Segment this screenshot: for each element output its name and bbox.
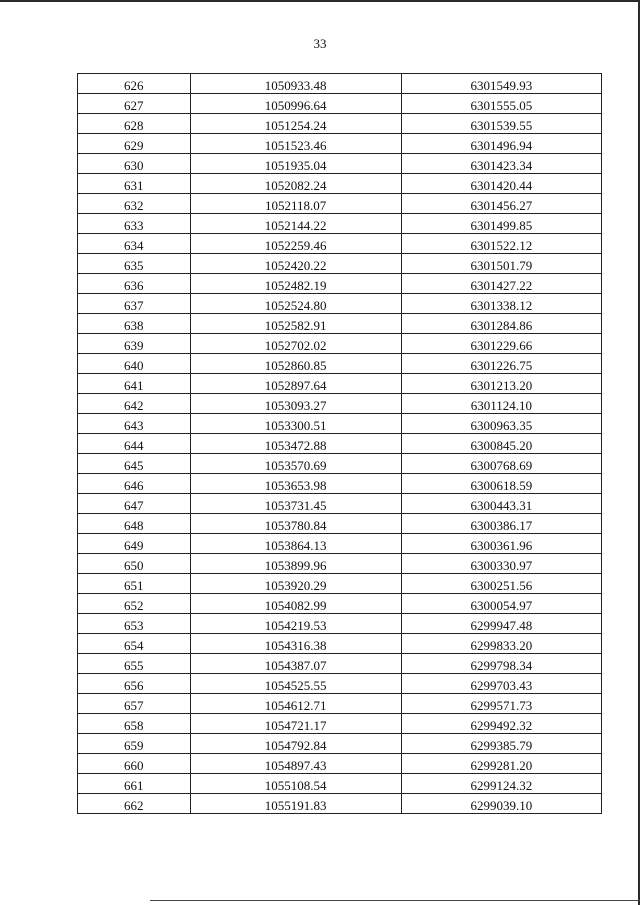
table-row xyxy=(78,334,602,354)
table-row xyxy=(78,374,602,394)
y-coordinate-cell: 6300361.96 xyxy=(401,534,601,554)
x-coordinate-cell: 1050933.48 xyxy=(190,74,401,94)
table-row xyxy=(78,394,602,414)
table-row xyxy=(78,134,602,154)
point-number-cell: 653 xyxy=(78,614,191,634)
table-row xyxy=(78,634,602,654)
y-coordinate-cell: 6301522.12 xyxy=(401,234,601,254)
point-number-cell: 651 xyxy=(78,574,191,594)
point-number-cell: 641 xyxy=(78,374,191,394)
table-row xyxy=(78,94,602,114)
y-coordinate-cell: 6299281.20 xyxy=(401,754,601,774)
point-number-cell: 632 xyxy=(78,194,191,214)
table-row xyxy=(78,74,602,94)
y-coordinate-cell: 6301213.20 xyxy=(401,374,601,394)
y-coordinate-cell: 6300443.31 xyxy=(401,494,601,514)
table-row xyxy=(78,114,602,134)
y-coordinate-cell: 6299798.34 xyxy=(401,654,601,674)
y-coordinate-cell: 6300845.20 xyxy=(401,434,601,454)
table-row xyxy=(78,774,602,794)
y-coordinate-cell: 6301456.27 xyxy=(401,194,601,214)
x-coordinate-cell: 1050996.64 xyxy=(190,94,401,114)
x-coordinate-cell: 1053472.88 xyxy=(190,434,401,454)
y-coordinate-cell: 6301124.10 xyxy=(401,394,601,414)
table-row xyxy=(78,474,602,494)
y-coordinate-cell: 6300963.35 xyxy=(401,414,601,434)
point-number-cell: 644 xyxy=(78,434,191,454)
y-coordinate-cell: 6301420.44 xyxy=(401,174,601,194)
y-coordinate-cell: 6300768.69 xyxy=(401,454,601,474)
x-coordinate-cell: 1051935.04 xyxy=(190,154,401,174)
table-row xyxy=(78,274,602,294)
point-number-cell: 634 xyxy=(78,234,191,254)
x-coordinate-cell: 1051254.24 xyxy=(190,114,401,134)
y-coordinate-cell: 6300054.97 xyxy=(401,594,601,614)
coordinates-table xyxy=(77,73,602,814)
x-coordinate-cell: 1054525.55 xyxy=(190,674,401,694)
x-coordinate-cell: 1052524.80 xyxy=(190,294,401,314)
x-coordinate-cell: 1053300.51 xyxy=(190,414,401,434)
point-number-cell: 627 xyxy=(78,94,191,114)
x-coordinate-cell: 1054721.17 xyxy=(190,714,401,734)
y-coordinate-cell: 6299947.48 xyxy=(401,614,601,634)
x-coordinate-cell: 1055108.54 xyxy=(190,774,401,794)
x-coordinate-cell: 1052702.02 xyxy=(190,334,401,354)
x-coordinate-cell: 1054316.38 xyxy=(190,634,401,654)
x-coordinate-cell: 1054612.71 xyxy=(190,694,401,714)
table-row xyxy=(78,194,602,214)
point-number-cell: 638 xyxy=(78,314,191,334)
table-row xyxy=(78,154,602,174)
y-coordinate-cell: 6299492.32 xyxy=(401,714,601,734)
point-number-cell: 633 xyxy=(78,214,191,234)
point-number-cell: 631 xyxy=(78,174,191,194)
point-number-cell: 654 xyxy=(78,634,191,654)
x-coordinate-cell: 1053570.69 xyxy=(190,454,401,474)
x-coordinate-cell: 1053920.29 xyxy=(190,574,401,594)
x-coordinate-cell: 1054082.99 xyxy=(190,594,401,614)
y-coordinate-cell: 6301338.12 xyxy=(401,294,601,314)
x-coordinate-cell: 1053093.27 xyxy=(190,394,401,414)
y-coordinate-cell: 6300618.59 xyxy=(401,474,601,494)
y-coordinate-cell: 6301423.34 xyxy=(401,154,601,174)
y-coordinate-cell: 6301229.66 xyxy=(401,334,601,354)
y-coordinate-cell: 6300330.97 xyxy=(401,554,601,574)
point-number-cell: 640 xyxy=(78,354,191,374)
point-number-cell: 643 xyxy=(78,414,191,434)
page-number: 33 xyxy=(313,36,327,51)
point-number-cell: 648 xyxy=(78,514,191,534)
point-number-cell: 646 xyxy=(78,474,191,494)
y-coordinate-cell: 6299039.10 xyxy=(401,794,601,814)
y-coordinate-cell: 6301427.22 xyxy=(401,274,601,294)
y-coordinate-cell: 6301496.94 xyxy=(401,134,601,154)
point-number-cell: 635 xyxy=(78,254,191,274)
y-coordinate-cell: 6299703.43 xyxy=(401,674,601,694)
page-edge-bottom xyxy=(150,900,640,901)
table-row xyxy=(78,534,602,554)
x-coordinate-cell: 1052860.85 xyxy=(190,354,401,374)
point-number-cell: 657 xyxy=(78,694,191,714)
y-coordinate-cell: 6300251.56 xyxy=(401,574,601,594)
table-row xyxy=(78,254,602,274)
point-number-cell: 636 xyxy=(78,274,191,294)
x-coordinate-cell: 1053780.84 xyxy=(190,514,401,534)
y-coordinate-cell: 6301226.75 xyxy=(401,354,601,374)
point-number-cell: 658 xyxy=(78,714,191,734)
page-edge-top xyxy=(0,0,640,2)
x-coordinate-cell: 1052082.24 xyxy=(190,174,401,194)
y-coordinate-cell: 6299571.73 xyxy=(401,694,601,714)
point-number-cell: 628 xyxy=(78,114,191,134)
y-coordinate-cell: 6300386.17 xyxy=(401,514,601,534)
point-number-cell: 661 xyxy=(78,774,191,794)
x-coordinate-cell: 1055191.83 xyxy=(190,794,401,814)
table-row xyxy=(78,294,602,314)
table-row xyxy=(78,654,602,674)
table-row xyxy=(78,234,602,254)
table-row xyxy=(78,354,602,374)
x-coordinate-cell: 1053653.98 xyxy=(190,474,401,494)
table-row xyxy=(78,794,602,814)
table-row xyxy=(78,694,602,714)
table-row xyxy=(78,734,602,754)
x-coordinate-cell: 1053899.96 xyxy=(190,554,401,574)
table-row xyxy=(78,214,602,234)
y-coordinate-cell: 6301501.79 xyxy=(401,254,601,274)
x-coordinate-cell: 1054897.43 xyxy=(190,754,401,774)
x-coordinate-cell: 1053864.13 xyxy=(190,534,401,554)
x-coordinate-cell: 1052582.91 xyxy=(190,314,401,334)
table-row xyxy=(78,594,602,614)
point-number-cell: 630 xyxy=(78,154,191,174)
point-number-cell: 655 xyxy=(78,654,191,674)
point-number-cell: 650 xyxy=(78,554,191,574)
x-coordinate-cell: 1052482.19 xyxy=(190,274,401,294)
x-coordinate-cell: 1052118.07 xyxy=(190,194,401,214)
point-number-cell: 645 xyxy=(78,454,191,474)
point-number-cell: 637 xyxy=(78,294,191,314)
point-number-cell: 659 xyxy=(78,734,191,754)
x-coordinate-cell: 1053731.45 xyxy=(190,494,401,514)
table-row xyxy=(78,674,602,694)
table-row xyxy=(78,714,602,734)
point-number-cell: 642 xyxy=(78,394,191,414)
point-number-cell: 626 xyxy=(78,74,191,94)
table-row xyxy=(78,174,602,194)
point-number-cell: 662 xyxy=(78,794,191,814)
point-number-cell: 652 xyxy=(78,594,191,614)
table-row xyxy=(78,434,602,454)
y-coordinate-cell: 6299385.79 xyxy=(401,734,601,754)
table-row xyxy=(78,514,602,534)
point-number-cell: 647 xyxy=(78,494,191,514)
table-row xyxy=(78,454,602,474)
table-row xyxy=(78,494,602,514)
y-coordinate-cell: 6301539.55 xyxy=(401,114,601,134)
table-row xyxy=(78,574,602,594)
point-number-cell: 656 xyxy=(78,674,191,694)
coordinates-table-body xyxy=(78,74,602,814)
table-row xyxy=(78,614,602,634)
x-coordinate-cell: 1052144.22 xyxy=(190,214,401,234)
table-row xyxy=(78,314,602,334)
y-coordinate-cell: 6299124.32 xyxy=(401,774,601,794)
y-coordinate-cell: 6301284.86 xyxy=(401,314,601,334)
y-coordinate-cell: 6301549.93 xyxy=(401,74,601,94)
point-number-cell: 629 xyxy=(78,134,191,154)
x-coordinate-cell: 1054792.84 xyxy=(190,734,401,754)
point-number-cell: 649 xyxy=(78,534,191,554)
table-row xyxy=(78,554,602,574)
x-coordinate-cell: 1054387.07 xyxy=(190,654,401,674)
x-coordinate-cell: 1051523.46 xyxy=(190,134,401,154)
point-number-cell: 639 xyxy=(78,334,191,354)
y-coordinate-cell: 6299833.20 xyxy=(401,634,601,654)
x-coordinate-cell: 1052420.22 xyxy=(190,254,401,274)
point-number-cell: 660 xyxy=(78,754,191,774)
table-row xyxy=(78,414,602,434)
x-coordinate-cell: 1052259.46 xyxy=(190,234,401,254)
table-row xyxy=(78,754,602,774)
y-coordinate-cell: 6301555.05 xyxy=(401,94,601,114)
y-coordinate-cell: 6301499.85 xyxy=(401,214,601,234)
x-coordinate-cell: 1054219.53 xyxy=(190,614,401,634)
x-coordinate-cell: 1052897.64 xyxy=(190,374,401,394)
